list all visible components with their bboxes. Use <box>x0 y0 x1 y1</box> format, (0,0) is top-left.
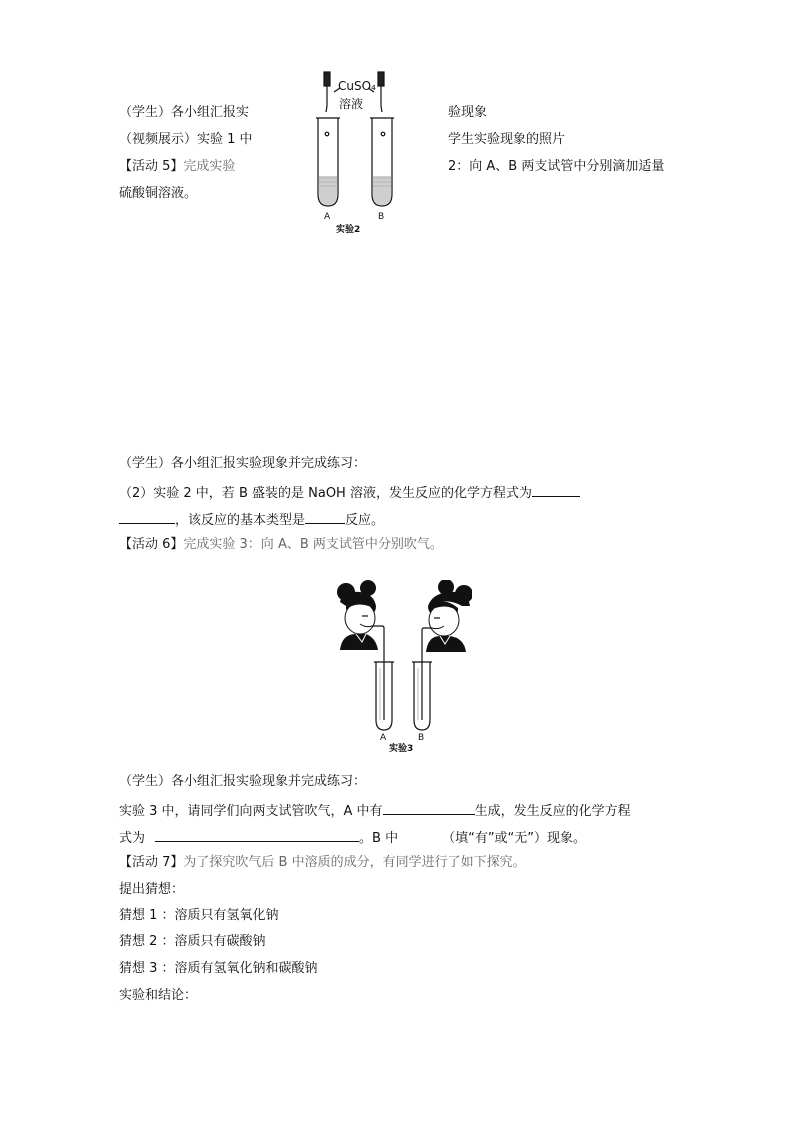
question-2-line-1 <box>119 482 580 503</box>
equation-blank-1[interactable] <box>532 482 580 497</box>
activity-5-right: 2：向 A、B 两支试管中分别滴加适量 <box>448 159 665 174</box>
video-line-left: （视频展示）实验 1 中 <box>119 132 253 147</box>
video-line-right: 学生实验现象的照片 <box>448 132 566 147</box>
question-3-line-2 <box>119 827 586 848</box>
report-line-1-left: （学生）各小组汇报实 <box>119 105 250 120</box>
report-line-3: （学生）各小组汇报实验现象并完成练习： <box>119 774 367 789</box>
tube-b-label: B <box>378 212 385 222</box>
equation-blank-2[interactable] <box>119 509 175 524</box>
activity-5-gray-text: 完成实验 <box>183 159 236 174</box>
activity-6-text: 完成实验 3：向 A、B 两支试管中分别吹气。 <box>183 537 443 552</box>
question-3-text-2: 生成，发生反应的化学方程 <box>474 804 631 819</box>
experiment-2-figure <box>306 66 416 236</box>
activity-6-line <box>119 536 443 554</box>
question-3-text-5: （填“有”或“无”）现象。 <box>442 831 587 846</box>
tube-a-label: A <box>324 212 331 222</box>
activity-5-line <box>119 158 235 176</box>
conclusion-title: 实验和结论： <box>119 988 198 1003</box>
tube-a-label-exp3: A <box>380 733 387 743</box>
experiment-3-figure <box>332 580 472 752</box>
experiment-2-caption: 实验2 <box>336 225 361 235</box>
question-2-line-2 <box>119 509 384 530</box>
question-3-text-3: 式为 <box>119 831 146 846</box>
activity-7-tag: 【活动 7】 <box>119 855 184 870</box>
question-3-line-1 <box>119 800 631 821</box>
precipitate-blank[interactable] <box>383 800 475 815</box>
left-student-illustration <box>337 580 378 650</box>
tube-b-label-exp3: B <box>418 733 425 743</box>
question-3-text-1: 实验 3 中，请同学们向两支试管吹气，A 中有 <box>119 804 383 819</box>
hypothesis-title: 提出猜想： <box>119 882 185 897</box>
report-line-1-right: 验现象 <box>448 105 488 120</box>
activity-5-tag: 【活动 5】 <box>119 159 184 174</box>
question-2-text: （2）实验 2 中，若 B 盛装的是 NaOH 溶液，发生反应的化学方程式为 <box>119 486 532 501</box>
experiment-3-caption: 实验3 <box>389 744 414 752</box>
hypothesis-2: 猜想 2 ：溶质只有碳酸钠 <box>119 934 266 949</box>
report-line-2: （学生）各小组汇报实验现象并完成练习： <box>119 456 367 471</box>
reaction-type-text: ，该反应的基本类型是 <box>175 513 306 528</box>
equation-blank-3[interactable] <box>155 827 359 842</box>
cuso4-state: 溶液 <box>339 97 364 111</box>
activity-7-line <box>119 854 526 872</box>
right-student-illustration <box>426 580 472 652</box>
hypothesis-1: 猜想 1 ：溶质只有氢氧化钠 <box>119 908 279 923</box>
activity-6-tag: 【活动 6】 <box>119 537 184 552</box>
reaction-type-blank[interactable] <box>305 509 345 524</box>
hypothesis-3: 猜想 3 ：溶质有氢氧化钠和碳酸钠 <box>119 961 318 976</box>
activity-7-text: 为了探究吹气后 B 中溶质的成分，有同学进行了如下探究。 <box>183 855 526 870</box>
question-3-text-4: 。B 中 <box>359 831 399 846</box>
copper-sulfate-line: 硫酸铜溶液。 <box>119 186 198 201</box>
cuso4-formula: CuSO₄ <box>338 79 376 93</box>
reaction-suffix: 反应。 <box>345 513 385 528</box>
